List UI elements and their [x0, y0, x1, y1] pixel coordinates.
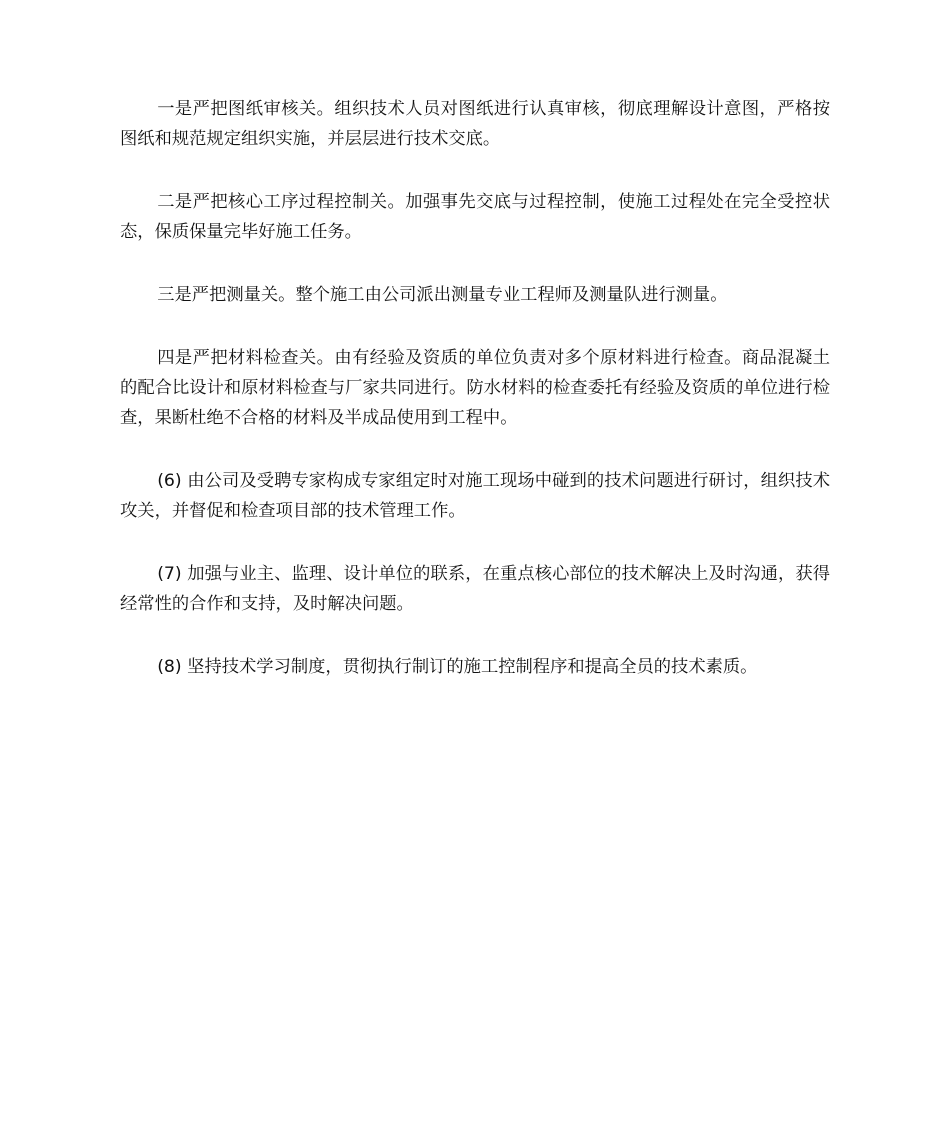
- document-body: [120, 94, 830, 715]
- paragraph-drawing-review: 一是严把图纸审核关。组织技术人员对图纸进行认真审核，彻底理解设计意图，严格按图纸和规范规定组织实施，并层层进行技术交底。: [120, 99, 830, 149]
- paragraph-material-inspection: 四是严把材料检查关。由有经验及资质的单位负责对多个原材料进行检查。商品混凝土的配合比设计和原材料检查与厂家共同进行。防水材料的检查委托有经验及资质的单位进行检查，果断杜绝不合格的材料及半成品使用到工程中。: [120, 348, 830, 428]
- paragraph-expert-group: (6) 由公司及受聘专家构成专家组定时对施工现场中碰到的技术问题进行研讨，组织技术攻关，并督促和检查项目部的技术管理工作。: [120, 471, 830, 521]
- paragraph-coordination: (7) 加强与业主、监理、设计单位的联系，在重点核心部位的技术解决上及时沟通，获得经常性的合作和支持，及时解决问题。: [120, 564, 830, 614]
- paragraph-process-control: 二是严把核心工序过程控制关。加强事先交底与过程控制，使施工过程处在完全受控状态，保质保量完毕好施工任务。: [120, 192, 830, 242]
- paragraph-survey: 三是严把测量关。整个施工由公司派出测量专业工程师及测量队进行测量。: [157, 285, 728, 305]
- paragraph-training: (8) 坚持技术学习制度，贯彻执行制订的施工控制程序和提高全员的技术素质。: [157, 657, 758, 677]
